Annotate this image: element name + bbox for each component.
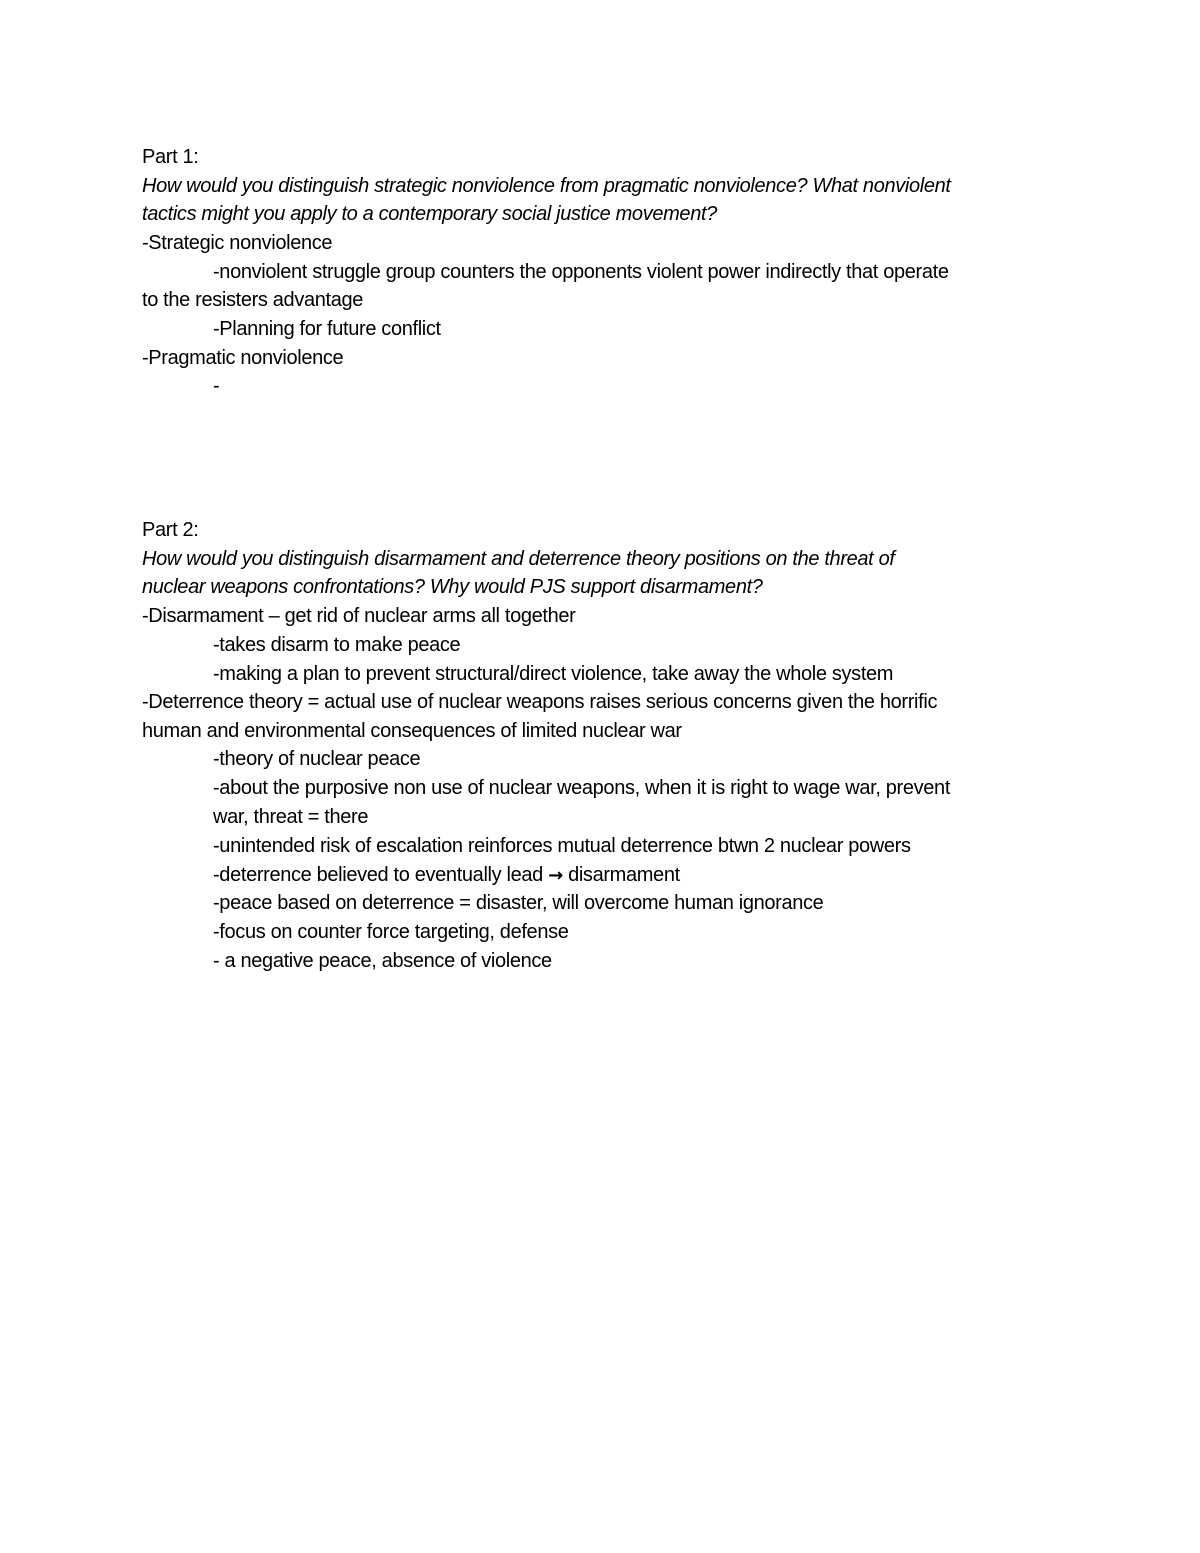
part1-question-line2: tactics might you apply to a contemporary social justice movement? (142, 203, 717, 225)
part2-heading: Part 2: (142, 519, 199, 541)
disarmament-label: -Disarmament – get rid of nuclear arms all together (142, 605, 576, 627)
disarmament-point2: -making a plan to prevent structural/direct violence, take away the whole system (213, 663, 894, 685)
disarmament-point1: -takes disarm to make peace (213, 634, 461, 656)
part1-heading: Part 1: (142, 146, 199, 168)
strategic-point1-line2: to the resisters advantage (142, 289, 364, 311)
deterrence-theory-line2: human and environmental consequences of limited nuclear war (142, 720, 682, 742)
deterrence-point3: -unintended risk of escalation reinforces mutual deterrence btwn 2 nuclear powers (213, 835, 911, 857)
part1-question-line1: How would you distinguish strategic nonviolence from pragmatic nonviolence? What nonviolent (142, 175, 951, 197)
part2-question-line1: How would you distinguish disarmament and deterrence theory positions on the threat of (142, 548, 895, 570)
deterrence-point5: -peace based on deterrence = disaster, will overcome human ignorance (213, 892, 824, 914)
deterrence-point1: -theory of nuclear peace (213, 748, 421, 770)
strategic-point2: -Planning for future conflict (213, 318, 441, 340)
deterrence-point7: - a negative peace, absence of violence (213, 950, 552, 972)
deterrence-point2-line2: war, threat = there (213, 806, 369, 828)
deterrence-point4-text-before: -deterrence believed to eventually lead (213, 864, 549, 886)
part2-question-line2: nuclear weapons confrontations? Why would PJS support disarmament? (142, 576, 763, 598)
pragmatic-point1: - (213, 375, 220, 397)
deterrence-point4 (213, 861, 680, 890)
deterrence-theory-line1: -Deterrence theory = actual use of nuclear weapons raises serious concerns given the horrific (142, 691, 938, 713)
arrow-right-icon: → (548, 865, 563, 886)
deterrence-point2-line1: -about the purposive non use of nuclear weapons, when it is right to wage war, prevent (213, 777, 951, 799)
deterrence-point4-text-after: disarmament (562, 864, 680, 886)
strategic-nonviolence-label: -Strategic nonviolence (142, 232, 333, 254)
strategic-point1-line1: -nonviolent struggle group counters the opponents violent power indirectly that operate (213, 261, 949, 283)
pragmatic-nonviolence-label: -Pragmatic nonviolence (142, 347, 344, 369)
deterrence-point6: -focus on counter force targeting, defense (213, 921, 569, 943)
